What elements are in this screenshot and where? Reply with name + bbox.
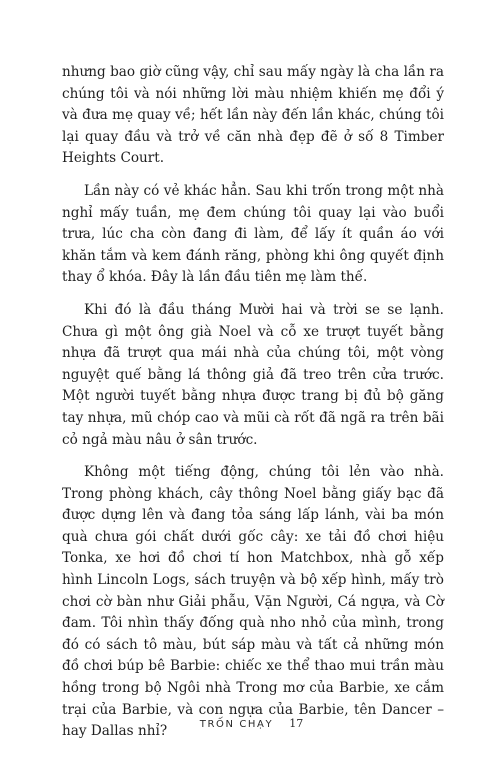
running-title: TRỐN CHẠY <box>199 719 274 730</box>
page-footer <box>0 717 503 730</box>
body-text <box>62 62 444 754</box>
paragraph: Không một tiếng động, chúng tôi lẻn vào nhà. Trong phòng khách, cây thông Noel bằng giấy bạc đã được dựng lên và đang tỏa sáng lấp lánh, vài ba món quà chưa gói chất dưới gốc cây: xe tải đồ chơi hiệu Tonka, xe hơi đồ chơi tí hon Matchbox, nhà gỗ xếp hình Lincoln Logs, sách truyện và bộ xếp hình, mấy trò chơi cờ bàn như Giải phẫu, Vặn Người, Cá ngựa, và Cờ đam. Tôi nhìn thấy đống quà nho nhỏ của mình, trong đó có sách tô màu, bút sáp màu và tất cả những món đồ chơi búp bê Barbie: chiếc xe thể thao mui trần màu hồng trong bộ Ngôi nhà Trong mơ của Barbie, xe cắm trại của Barbie, và con ngựa của Barbie, tên Dancer – hay Dallas nhỉ? <box>62 464 444 740</box>
page-number: 17 <box>289 717 304 730</box>
paragraph-continued: nhưng bao giờ cũng vậy, chỉ sau mấy ngày là cha lần ra chúng tôi và nói những lời màu nhiệm khiến mẹ đổi ý và đưa mẹ quay về; hết lần này đến lần khác, chúng tôi lại quay đầu và trở về căn nhà đẹp đẽ ở số 8 Timber Heights Court. <box>62 64 444 167</box>
paragraph: Lần này có vẻ khác hẳn. Sau khi trốn trong một nhà nghỉ mấy tuần, mẹ đem chúng tôi quay lại vào buổi trưa, lúc cha còn đang đi làm, để lấy ít quần áo với khăn tắm và kem đánh răng, phòng khi ông quyết định thay ổ khóa. Đây là lần đầu tiên mẹ làm thế. <box>62 182 444 286</box>
paragraph: Khi đó là đầu tháng Mười hai và trời se se lạnh. Chưa gì một ông già Noel và cỗ xe trượt tuyết bằng nhựa đã trượt qua mái nhà của chúng tôi, một vòng nguyệt quế bằng lá thông giả đã treo trên cửa trước. Một người tuyết bằng nhựa được trang bị đủ bộ găng tay nhựa, mũ chóp cao và mũi cà rốt đã ngã ra trên bãi cỏ ngả màu nâu ở sân trước. <box>62 301 444 448</box>
